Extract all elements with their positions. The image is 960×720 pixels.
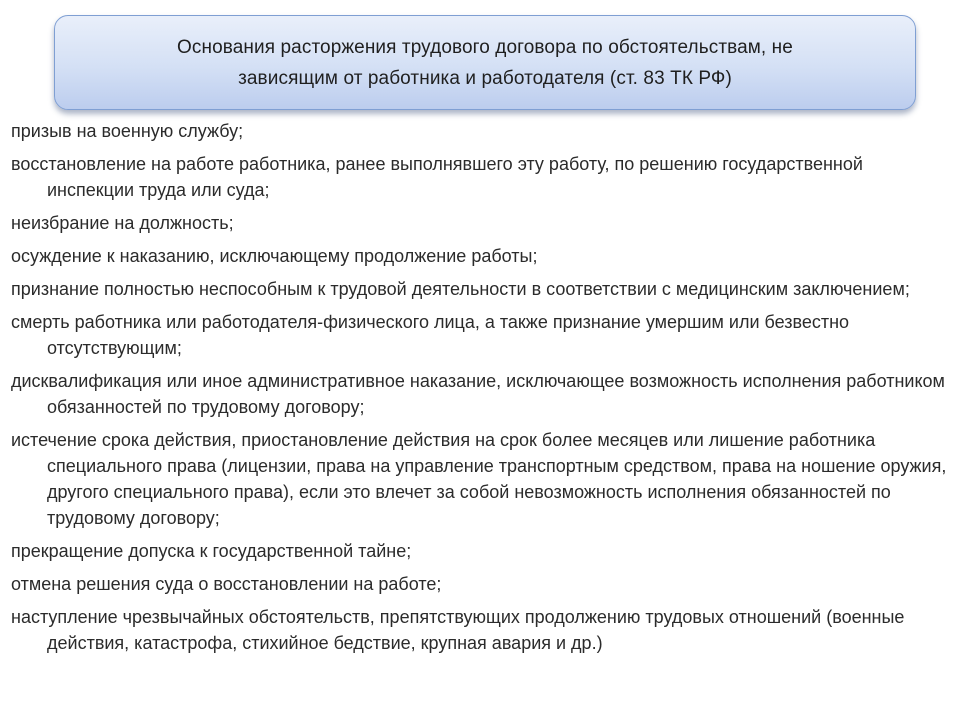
list-item-emergency: наступление чрезвычайных обстоятельств, препятствующих продолжению трудовых отношений (военные действия, катастрофа, стихийное бедствие, крупная авария и др.) — [11, 607, 905, 653]
list-item-reinstatement: восстановление на работе работника, ранее выполнявшего эту работу, по решению государственной инспекции труда или суда; — [11, 154, 863, 200]
slide-title — [177, 32, 793, 94]
slide-title-line-2: зависящим от работника и работодателя (ст. 83 ТК РФ) — [238, 67, 732, 89]
list-item-death: смерть работника или работодателя-физического лица, а также признание умершим или безвестно отсутствующим; — [11, 312, 850, 358]
grounds-list — [11, 118, 951, 663]
slide-title-box — [54, 15, 916, 110]
list-item-disqualification: дисквалификация или иное административное наказание, исключающее возможность исполнения работником обязанностей по трудовому договору; — [11, 371, 945, 417]
list-item-court-reversal: отмена решения суда о восстановлении на работе; — [11, 574, 442, 594]
slide-title-line-1: Основания расторжения трудового договора по обстоятельствам, не — [177, 36, 793, 58]
list-item-military-service: призыв на военную службу; — [11, 121, 244, 141]
list-item-special-right-expiry: истечение срока действия, приостановление действия на срок более месяцев или лишение работника специального права (лицензии, права на управление транспортным средством, права на ношение оружия, другого специального права), если это влечет за собой невозможность исполнения обязанностей по трудовому договору; — [11, 430, 947, 528]
list-item-incapacity: признание полностью неспособным к трудовой деятельности в соответствии с медицинским заключением; — [11, 279, 910, 299]
list-item-state-secret: прекращение допуска к государственной тайне; — [11, 541, 412, 561]
list-item-conviction: осуждение к наказанию, исключающему продолжение работы; — [11, 246, 538, 266]
list-item-not-elected: неизбрание на должность; — [11, 213, 234, 233]
